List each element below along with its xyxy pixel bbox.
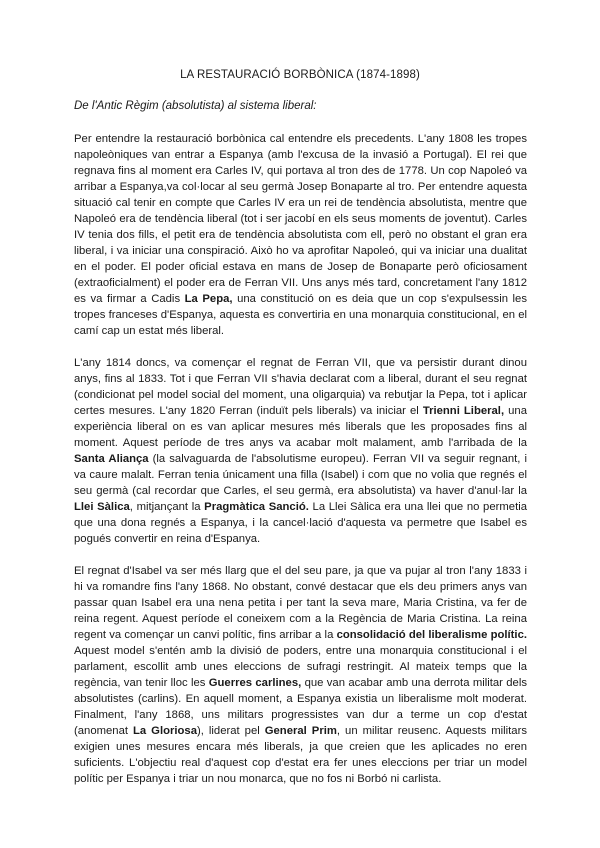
bold-term-consolidacio: consolidació del liberalisme polític. — [336, 629, 527, 641]
text-run: La Llei Sàlica era una llei que no permetia que una dona regnés a Espanya, i la cancel·lació d'aquesta va permetre que Isabel es pogués convertir en reina d'Espanya. — [74, 501, 528, 545]
text-run: El regnat d'Isabel va ser més llarg que el del seu pare, ja que va pujar al tron l'any 1833 i hi va romandre fins l'any 1868. No obstant, convé destacar que els deu primers anys van passar quan Isabel era una nena petita i per tant la seva mare, Maria Cristina, va fer de reina regent. Aquest període el coneixem com a la Regència de Maria Cristina. La reina regent va començar un canvi polític, fins arribar a la — [74, 565, 527, 641]
bold-term-la-pepa: La Pepa, — [184, 293, 233, 305]
text-run: (la salvaguarda de l'absolutisme europeu). Ferran VII va seguir regnant, i va caure malalt. Ferran tenia únicament una filla (Isabel) i com que no volia que regnés el seu germà (cal recordar que Carles, el seu germà, era absolutista) va haver d'anul·lar la — [74, 453, 527, 497]
text-run: Aquest model s'entén amb la divisió de poders, entre una monarquia constitucional i el parlament, escollit amb unes eleccions de sufragi restringit. Al mateix temps que la regència, van tenir lloc les — [74, 645, 527, 689]
text-run: una experiència liberal on es van aplicar mesures més liberals que les proposades fins al moment. Aquest període de tres anys va acabar molt malament, amb l'arribada de la — [74, 405, 527, 449]
document-subtitle: De l'Antic Règim (absolutista) al sistema liberal: — [74, 100, 317, 112]
document-body — [74, 131, 527, 803]
text-run: , un militar reusenc. Aquests militars exigien unes mesures encara més liberals, ja que creien que les aplicades no eren suficients. L'objectiu real d'aquest cop d'estat era fer unes eleccions per triar un model polític per Espanya i triar un nou monarca, que no fos ni Borbó ni carlista. — [74, 725, 527, 785]
bold-term-la-gloriosa: La Gloriosa — [133, 725, 198, 737]
bold-term-llei-salica: Llei Sàlica — [74, 501, 130, 513]
paragraph-3 — [74, 563, 527, 787]
text-run: una constitució on es deia que un cop s'expulsessin les tropes franceses d'Espanya, aquesta es convertiria en una monarquia constitucional, en el camí cap un estat més liberal. — [74, 293, 527, 337]
bold-term-guerres-carlines: Guerres carlines, — [208, 677, 302, 689]
text-run: L'any 1814 doncs, va començar el regnat de Ferran VII, que va persistir durant dinou anys, fins al 1833. Tot i que Ferran VII s'havia declarat com a liberal, durant el seu regnat (condicionat pel model social del moment, una oligarquia) va rebutjar la Pepa, tot i aplicar certes mesures. L'any 1820 Ferran (induït pels liberals) va iniciar el — [74, 357, 527, 417]
paragraph-1 — [74, 131, 527, 339]
bold-term-general-prim: General Prim — [264, 725, 337, 737]
text-run: ), liderat pel — [197, 725, 265, 737]
text-run: que van acabar amb una derrota militar dels absolutistes (carlins). En aquell moment, a Espanya existia un liberalisme molt moderat. Finalment, l'any 1868, uns militars progressistes van dur a terme un cop d'estat (anomenat — [74, 677, 527, 737]
document-title: LA RESTAURACIÓ BORBÒNICA (1874-1898) — [180, 69, 420, 81]
bold-term-pragmatica-sancio: Pragmàtica Sanció. — [204, 501, 309, 513]
text-run: , mitjançant la — [129, 501, 205, 513]
bold-term-trienni-liberal: Trienni Liberal, — [422, 405, 505, 417]
bold-term-santa-alianca: Santa Aliança — [74, 453, 149, 465]
text-run: Per entendre la restauració borbònica cal entendre els precedents. L'any 1808 les tropes napoleòniques van entrar a Espanya (amb l'excusa de la invasió a Portugal). El rei que regnava fins al moment era Carles IV, qui portava al tron des de 1778. Un cop Napoleó va arribar a Espanya,va col·locar al seu germà Josep Bonaparte al tro. Per entendre aquesta situació cal tenir en compte que Carles IV era un rei de tendència absolutista, mentre que Napoleó era de tendència liberal (tot i ser jacobí en els seus moments de joventut). Carles IV tenia dos fills, el petit era de tendència absolutista com ell, però no obstant el gran era liberal, i va iniciar una conspiració. Això ho va aprofitar Napoleó, qui va iniciar una dualitat en el poder. El poder oficial estava en mans de Josep de Bonaparte però oficiosament (extraoficialment) el poder era de Ferran VII. Uns anys més tard, concretament l'any 1812 es va firmar a Cadis — [74, 133, 527, 305]
paragraph-2 — [74, 355, 527, 547]
